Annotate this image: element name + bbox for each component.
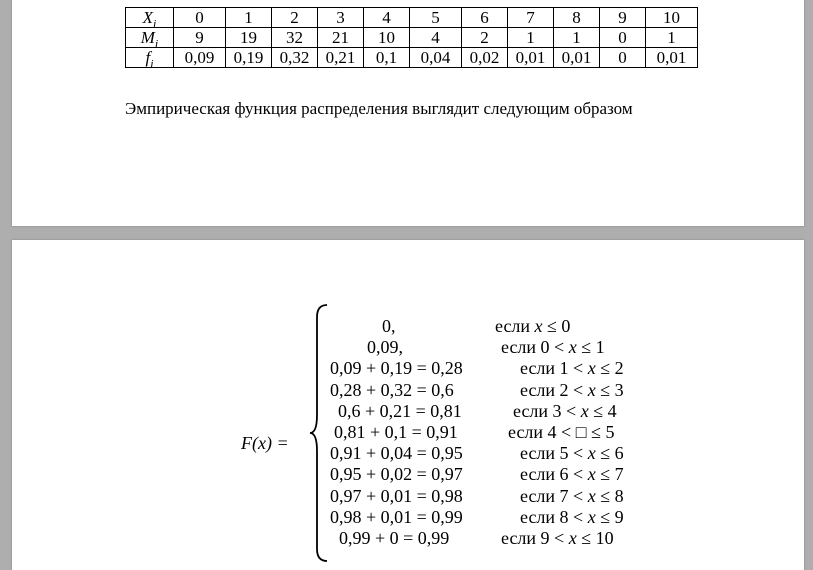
table-cell: 9	[174, 28, 226, 48]
table-cell: 10	[646, 8, 698, 28]
table-cell: 1	[554, 28, 600, 48]
table-cell: 0,02	[462, 48, 508, 68]
formula-lhs: F(x) =	[241, 433, 289, 453]
table-cell: 8	[554, 8, 600, 28]
frequency-table	[125, 7, 698, 71]
table-cell: 0,32	[272, 48, 318, 68]
case-condition: если 6 < x ≤ 7	[520, 464, 624, 485]
table-cell: 0,09	[174, 48, 226, 68]
table-cell: 1	[646, 28, 698, 48]
case-condition: если 1 < x ≤ 2	[520, 358, 624, 379]
case-condition: если 2 < x ≤ 3	[520, 379, 624, 400]
case-value: 0,09,	[367, 337, 403, 358]
table-cell: 5	[410, 8, 462, 28]
table-cell: 10	[364, 28, 410, 48]
table-cell: 0,01	[554, 48, 600, 68]
case-value: 0,98 + 0,01 = 0,99	[330, 506, 463, 527]
case-value: 0,	[382, 316, 396, 336]
case-condition: если 5 < x ≤ 6	[520, 443, 624, 464]
table-cell: 7	[508, 8, 554, 28]
table-cell: 9	[600, 8, 646, 28]
table-cell: 0,01	[508, 48, 554, 68]
table-cell: 0	[174, 8, 226, 28]
table-cell: 19	[226, 28, 272, 48]
case-condition: если x ≤ 0	[495, 316, 571, 336]
case-value: 0,09 + 0,19 = 0,28	[330, 358, 463, 379]
case-condition: если 0 < x ≤ 1	[501, 337, 605, 358]
table-cell: 0,21	[318, 48, 364, 68]
table-cell: 0,19	[226, 48, 272, 68]
table-cell: 0,1	[364, 48, 410, 68]
table-cell: 4	[364, 8, 410, 28]
caption-text: Эмпирическая функция распределения выглядит следующим образом	[125, 99, 633, 118]
table-cell: 1	[508, 28, 554, 48]
case-value: 0,28 + 0,32 = 0,6	[330, 379, 454, 400]
case-condition: если 8 < x ≤ 9	[520, 506, 624, 527]
table-cell: 4	[410, 28, 462, 48]
table-cell: 3	[318, 8, 364, 28]
row-header: $X_i$	[126, 8, 174, 28]
table-cell: 2	[272, 8, 318, 28]
table-cell: 0,01	[646, 48, 698, 68]
row-header: $f_i$	[126, 48, 174, 68]
case-value: 0,91 + 0,04 = 0,95	[330, 443, 463, 464]
table-row	[126, 8, 698, 28]
table-row	[126, 48, 698, 68]
row-header: $M_i$	[126, 28, 174, 48]
case-value: 0,6 + 0,21 = 0,81	[338, 400, 462, 421]
document-page-1	[12, 0, 804, 226]
table-cell: 21	[318, 28, 364, 48]
table-row	[126, 28, 698, 48]
case-value: 0,95 + 0,02 = 0,97	[330, 464, 463, 485]
table-cell: 0	[600, 28, 646, 48]
case-value: 0,99 + 0 = 0,99	[339, 528, 450, 548]
document-page-2	[12, 240, 804, 570]
case-value: 0,81 + 0,1 = 0,91	[334, 422, 458, 442]
case-condition: если 3 < x ≤ 4	[513, 400, 617, 421]
table-cell: 6	[462, 8, 508, 28]
table-cell: 32	[272, 28, 318, 48]
left-brace-icon	[308, 303, 330, 563]
case-value: 0,97 + 0,01 = 0,98	[330, 485, 463, 506]
table-cell: 0	[600, 48, 646, 68]
table-cell: 0,04	[410, 48, 462, 68]
case-condition: если 7 < x ≤ 8	[520, 485, 624, 506]
table-cell: 1	[226, 8, 272, 28]
table-cell: 2	[462, 28, 508, 48]
case-condition: если 9 < x ≤ 10	[501, 528, 614, 548]
case-condition: если 4 < □ ≤ 5	[508, 422, 615, 442]
